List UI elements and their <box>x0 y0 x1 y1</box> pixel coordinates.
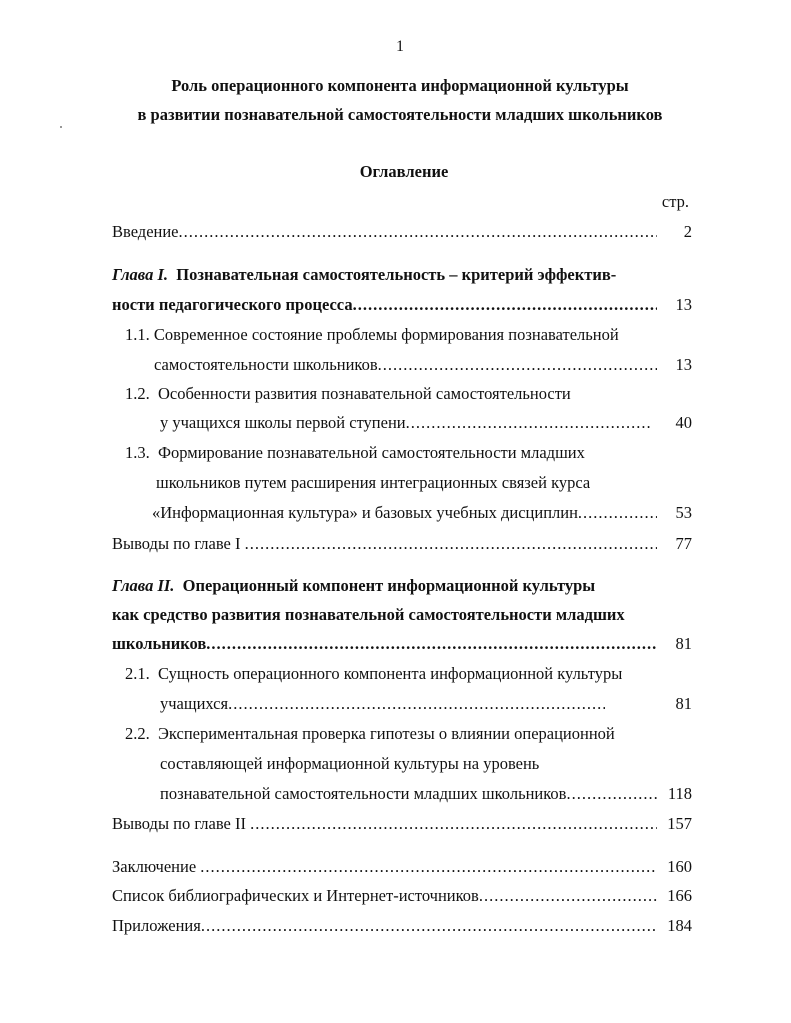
section-title-line-2: у учащихся школы первой ступени <box>160 413 406 432</box>
section-title-line-3: познавательной самостоятельности младших школьников <box>160 784 567 803</box>
leader-dots <box>201 915 657 937</box>
section-title-line-1: Особенности развития познавательной самостоятельности <box>158 384 571 403</box>
toc-entry-page: 53 <box>675 503 692 522</box>
leader-dots <box>206 633 657 655</box>
leader-dots <box>250 813 657 835</box>
page-column-label: стр. <box>661 192 689 211</box>
toc-entry-label: Приложения <box>112 916 201 935</box>
document-title-line-1: Роль операционного компонента информационной культуры <box>171 76 629 95</box>
toc-entry-page: 184 <box>667 916 692 935</box>
toc-entry-label: Выводы по главе II <box>112 814 246 833</box>
chapter-prefix: Глава II. <box>112 576 175 595</box>
toc-entry-label: Выводы по главе I <box>112 534 241 553</box>
leader-dots <box>179 221 657 243</box>
toc-entry-page: 40 <box>675 413 692 432</box>
toc-entry-label: Список библиографических и Интернет-источников <box>112 886 479 905</box>
leader-dots <box>228 693 605 715</box>
leader-dots <box>566 783 657 805</box>
toc-entry-page: 166 <box>667 886 692 905</box>
section-number: 2.1. <box>125 664 150 683</box>
section-number: 1.1. <box>125 325 150 344</box>
toc-entry-page: 2 <box>683 222 692 241</box>
toc-entry-page: 13 <box>675 295 692 314</box>
document-title-line-2: в развитии познавательной самостоятельности младших школьников <box>137 105 663 124</box>
leader-dots <box>378 354 657 376</box>
toc-entry-label: Введение <box>112 222 179 241</box>
leader-dots <box>353 294 657 316</box>
leader-dots <box>245 533 657 555</box>
toc-entry-page: 81 <box>675 694 692 713</box>
toc-entry-page: 81 <box>675 634 692 653</box>
leader-dots <box>578 502 657 524</box>
chapter-title-line-2: ности педагогического процесса <box>112 295 353 314</box>
toc-heading: Оглавление <box>359 162 449 181</box>
chapter-title-line-1: Познавательная самостоятельность – критерий эффектив- <box>176 265 617 284</box>
toc-entry-page: 157 <box>667 814 692 833</box>
section-title-line-1: Сущность операционного компонента информационной культуры <box>158 664 623 683</box>
section-title-line-2: учащихся <box>160 694 229 713</box>
chapter-prefix: Глава I. <box>112 265 168 284</box>
section-title-line-3: «Информационная культура» и базовых учебных дисциплин <box>152 503 578 522</box>
section-title-line-1: Экспериментальная проверка гипотезы о влиянии операционной <box>158 724 615 743</box>
section-title-line-1: Формирование познавательной самостоятельности младших <box>158 443 585 462</box>
toc-entry-page: 118 <box>667 784 692 803</box>
section-number: 1.3. <box>125 443 150 462</box>
chapter-title-line-3: школьников <box>112 634 207 653</box>
leader-dots <box>200 856 657 878</box>
section-number: 1.2. <box>125 384 150 403</box>
section-title-line-2: самостоятельности школьников <box>154 355 378 374</box>
toc-entry-page: 160 <box>667 857 692 876</box>
scan-speck <box>60 126 62 128</box>
leader-dots <box>406 412 650 434</box>
toc-entry-label: Заключение <box>112 857 197 876</box>
leader-dots <box>479 885 657 907</box>
chapter-title-line-1: Операционный компонент информационной культуры <box>182 576 596 595</box>
chapter-title-line-2: как средство развития познавательной самостоятельности младших <box>112 605 625 624</box>
section-title-line-1: Современное состояние проблемы формирования познавательной <box>153 325 619 344</box>
toc-entry-page: 77 <box>675 534 692 553</box>
section-title-line-2: школьников путем расширения интеграционных связей курса <box>156 473 591 492</box>
section-title-line-2: составляющей информационной культуры на уровень <box>160 754 540 773</box>
section-number: 2.2. <box>125 724 150 743</box>
page-number: 1 <box>396 38 404 55</box>
toc-entry-page: 13 <box>675 355 692 374</box>
